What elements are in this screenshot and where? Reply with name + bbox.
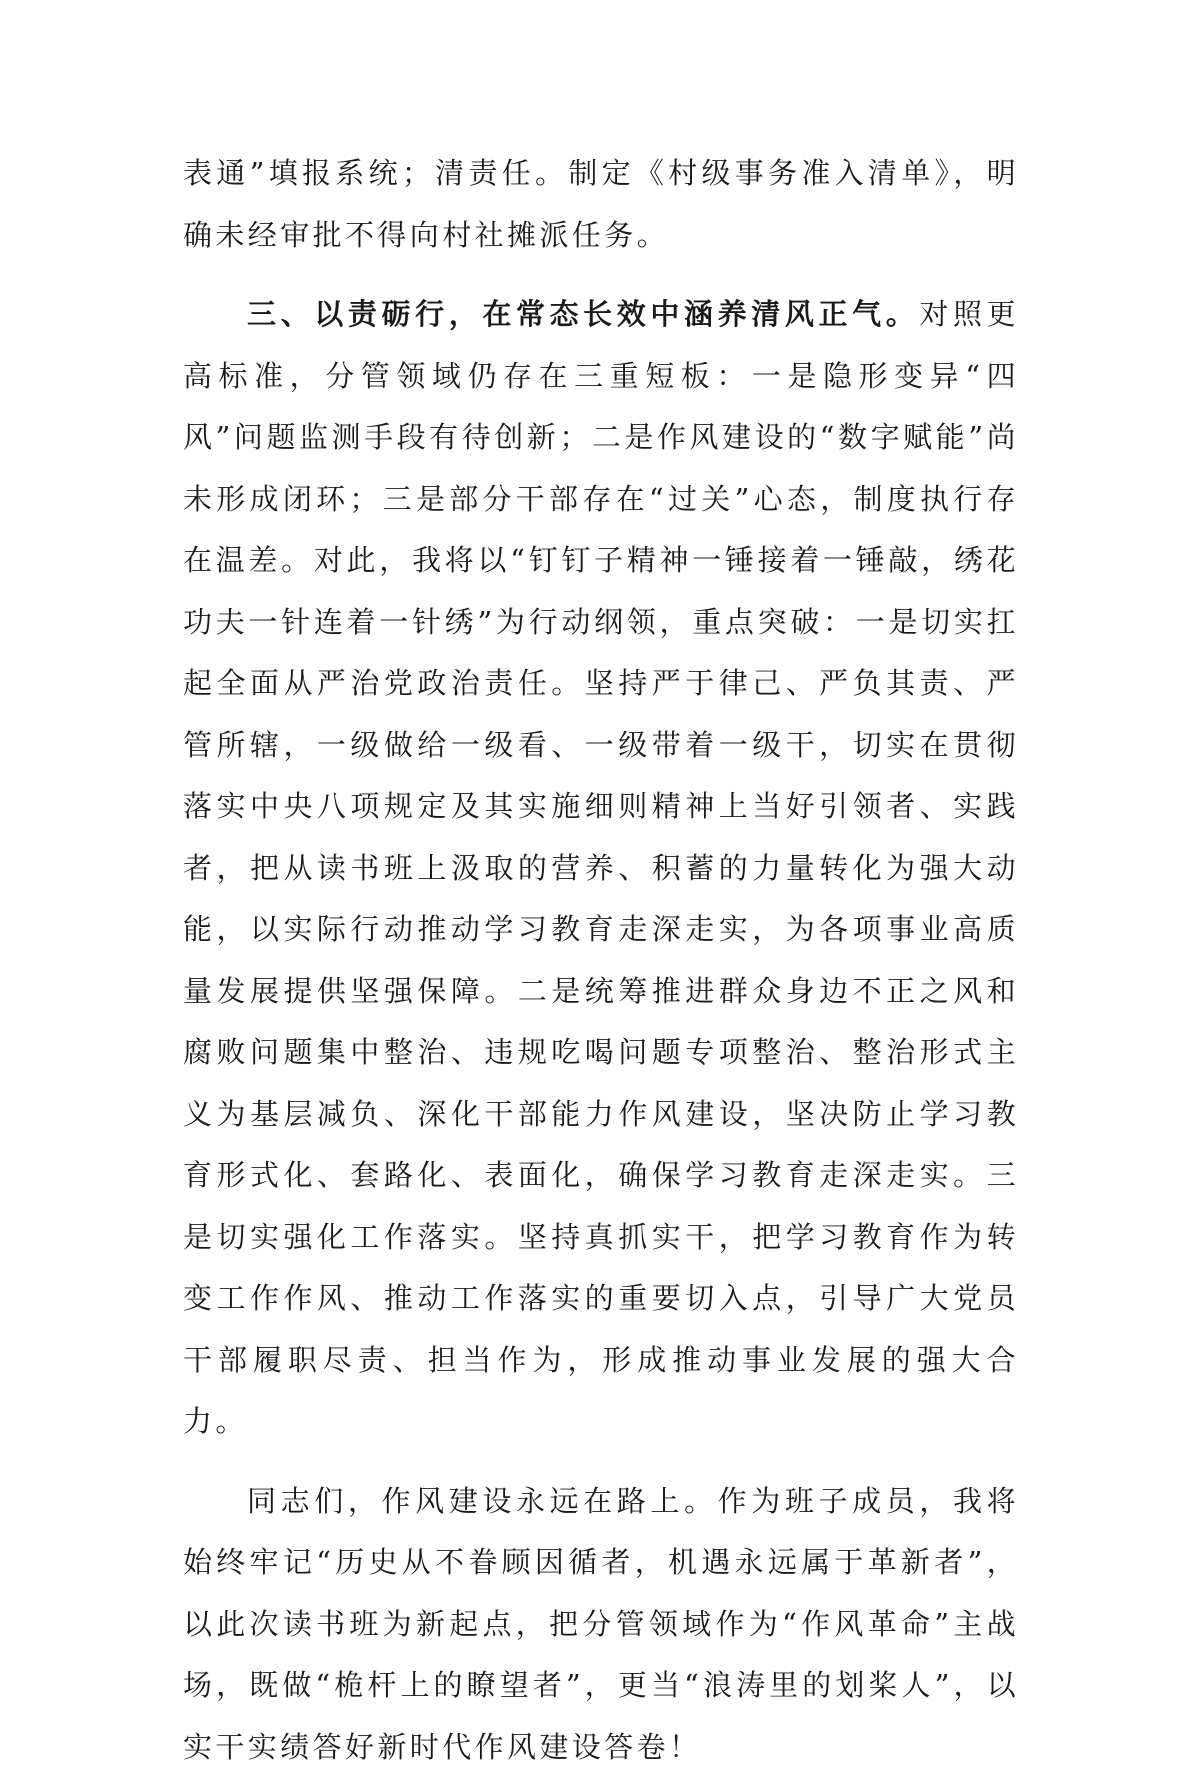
section-heading: 三、以责砺行，在常态长效中涵养清风正气。: [247, 297, 919, 331]
paragraph-section-three: [183, 284, 1019, 1453]
paragraph-continuation: 表通”填报系统；清责任。制定《村级事务准入清单》，明确未经审批不得向村社摊派任务。: [183, 143, 1019, 266]
document-body: [183, 143, 1019, 1778]
paragraph-closing: 同志们，作风建设永远在路上。作为班子成员，我将始终牢记“历史从不眷顾因循者，机遇永远属于革新者”，以此次读书班为新起点，把分管领域作为“作风革命”主战场，既做“桅杆上的瞭望者”，更当“浪涛里的划桨人”，以实干实绩答好新时代作风建设答卷！: [183, 1471, 1019, 1778]
section-body: 对照更高标准，分管领域仍存在三重短板：一是隐形变异“四风”问题监测手段有待创新；二是作风建设的“数字赋能”尚未形成闭环；三是部分干部存在“过关”心态，制度执行存在温差。对此，我将以“钉钉子精神一锤接着一锤敲，绣花功夫一针连着一针绣”为行动纲领，重点突破：一是切实扛起全面从严治党政治责任。坚持严于律己、严负其责、严管所辖，一级做给一级看、一级带着一级干，切实在贯彻落实中央八项规定及其实施细则精神上当好引领者、实践者，把从读书班上汲取的营养、积蓄的力量转化为强大动能，以实际行动推动学习教育走深走实，为各项事业高质量发展提供坚强保障。二是统筹推进群众身边不正之风和腐败问题集中整治、违规吃喝问题专项整治、整治形式主义为基层减负、深化干部能力作风建设，坚决防止学习教育形式化、套路化、表面化，确保学习教育走深走实。三是切实强化工作落实。坚持真抓实干，把学习教育作为转变工作作风、推动工作落实的重要切入点，引导广大党员干部履职尽责、担当作为，形成推动事业发展的强大合力。: [183, 297, 1019, 1438]
